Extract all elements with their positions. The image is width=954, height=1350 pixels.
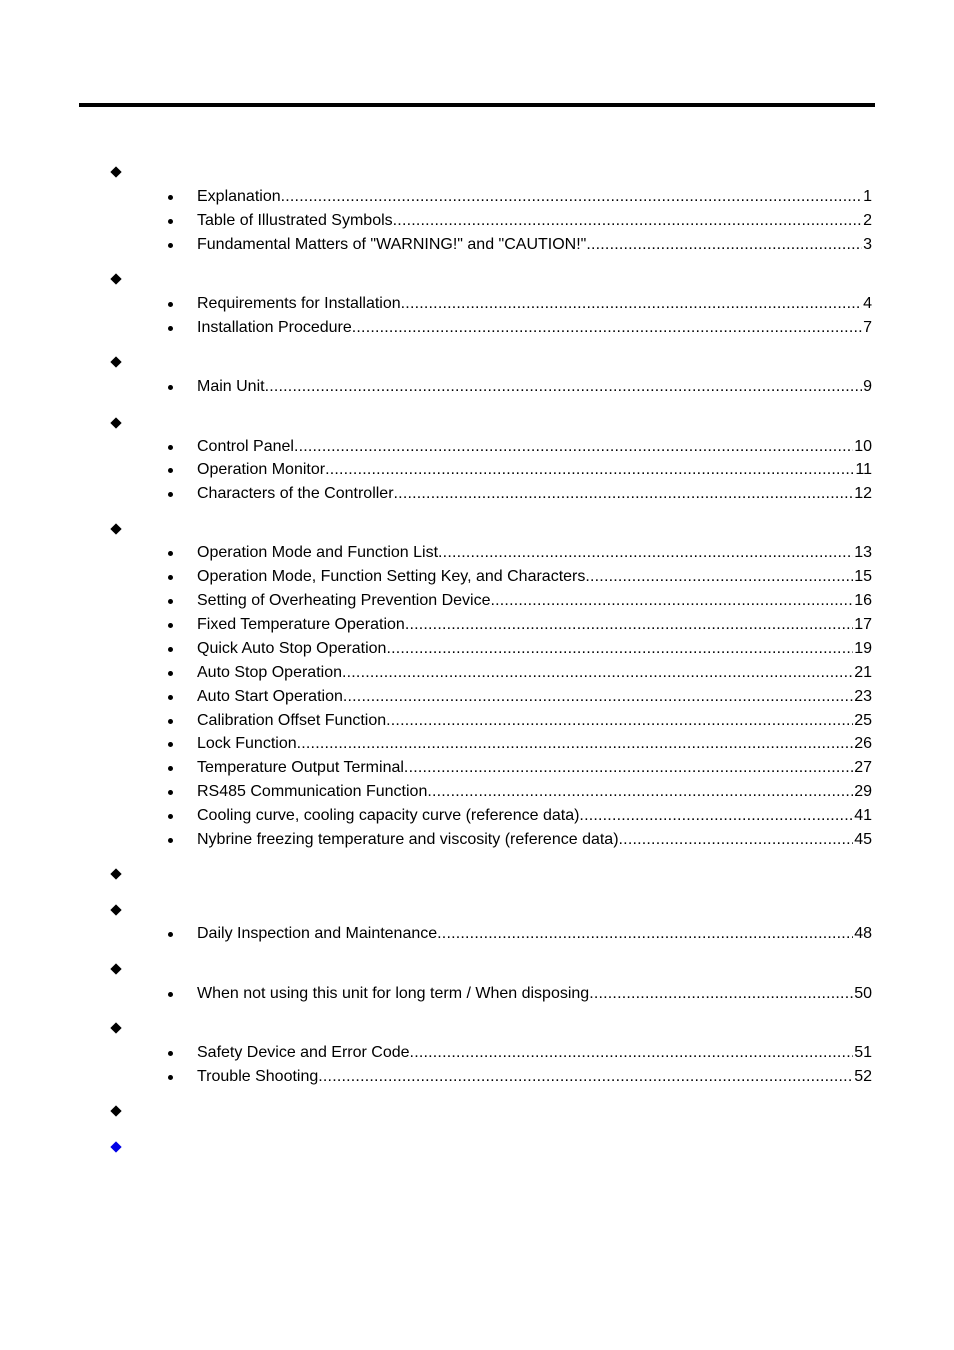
toc-entry[interactable]: [0, 734, 954, 754]
toc-entry-title: Explanation: [197, 188, 281, 205]
toc-entry-line: [197, 687, 872, 707]
toc-entry[interactable]: [0, 806, 954, 826]
toc-entry-title: Calibration Offset Function: [197, 712, 387, 729]
bullet-icon: [168, 385, 173, 390]
toc-entry-line: [197, 567, 872, 587]
toc-entry[interactable]: [0, 758, 954, 778]
toc-entry-page: 50: [854, 985, 872, 1002]
header-rule: [79, 103, 875, 107]
toc-entry-title: Trouble Shooting: [197, 1068, 319, 1085]
bullet-icon: [168, 219, 173, 224]
toc-entry-page: 15: [854, 568, 872, 585]
toc-entry-line: [197, 437, 872, 457]
bullet-icon: [168, 992, 173, 997]
dot-leader: [393, 211, 862, 231]
toc-entry-title: Lock Function: [197, 735, 297, 752]
toc-entry[interactable]: [0, 460, 954, 480]
dot-leader: [585, 567, 853, 587]
toc-entry[interactable]: [0, 984, 954, 1004]
toc-entry-title: Fixed Temperature Operation: [197, 616, 405, 633]
toc-entry-title: Operation Mode, Function Setting Key, and Characters: [197, 568, 586, 585]
toc-entry[interactable]: [0, 437, 954, 457]
dot-leader: [297, 734, 854, 754]
toc-entry[interactable]: [0, 318, 954, 338]
diamond-icon: [110, 868, 121, 879]
toc-entry-title: Safety Device and Error Code: [197, 1044, 410, 1061]
toc-entry-title: Setting of Overheating Prevention Device: [197, 592, 491, 609]
bullet-icon: [168, 766, 173, 771]
toc-entry-title: Installation Procedure: [197, 319, 352, 336]
toc-entry[interactable]: [0, 543, 954, 563]
diamond-icon: [110, 963, 121, 974]
dot-leader: [619, 830, 854, 850]
toc-entry[interactable]: [0, 294, 954, 314]
toc-entry[interactable]: [0, 782, 954, 802]
toc-entry[interactable]: [0, 377, 954, 397]
toc-entry[interactable]: [0, 484, 954, 504]
toc-entry-page: 41: [854, 807, 872, 824]
toc-entry-page: 3: [863, 236, 872, 253]
toc-entry[interactable]: [0, 924, 954, 944]
bullet-icon: [168, 599, 173, 604]
toc-entry-title: Quick Auto Stop Operation: [197, 640, 387, 657]
diamond-icon: [110, 356, 121, 367]
bullet-icon: [168, 623, 173, 628]
toc-entry-line: [197, 235, 872, 255]
toc-entry-page: 2: [863, 212, 872, 229]
toc-entry[interactable]: [0, 711, 954, 731]
bullet-icon: [168, 671, 173, 676]
toc-entry-line: [197, 782, 872, 802]
toc-entry-line: [197, 758, 872, 778]
toc-entry[interactable]: [0, 830, 954, 850]
toc-entry-line: [197, 924, 872, 944]
toc-entry-title: Auto Start Operation: [197, 688, 343, 705]
bullet-icon: [168, 468, 173, 473]
diamond-icon: [110, 1105, 121, 1116]
dot-leader: [318, 1067, 853, 1087]
toc-entry[interactable]: [0, 687, 954, 707]
toc-entry-title: Fundamental Matters of "WARNING!" and "CAUTION!": [197, 236, 587, 253]
bullet-icon: [168, 195, 173, 200]
diamond-icon: [110, 1022, 121, 1033]
toc-entry[interactable]: [0, 615, 954, 635]
toc-entry-line: [197, 806, 872, 826]
dot-leader: [404, 758, 853, 778]
toc-entry[interactable]: [0, 567, 954, 587]
dot-leader: [394, 484, 854, 504]
toc-entry-line: [197, 211, 872, 231]
toc-entry-page: 19: [854, 640, 872, 657]
dot-leader: [281, 187, 862, 207]
toc-entry-page: 23: [854, 688, 872, 705]
dot-leader: [386, 711, 853, 731]
toc-entry-line: [197, 639, 872, 659]
dot-leader: [325, 460, 854, 480]
toc-entry-title: Daily Inspection and Maintenance: [197, 925, 438, 942]
toc-entry-page: 45: [854, 831, 872, 848]
dot-leader: [579, 806, 853, 826]
toc-entry-line: [197, 711, 872, 731]
bullet-icon: [168, 445, 173, 450]
bullet-icon: [168, 575, 173, 580]
toc-entry-page: 16: [854, 592, 872, 609]
bullet-icon: [168, 243, 173, 248]
toc-entry-page: 25: [854, 712, 872, 729]
toc-entry[interactable]: [0, 211, 954, 231]
toc-entry-line: [197, 318, 872, 338]
dot-leader: [352, 318, 862, 338]
toc-entry-line: [197, 1067, 872, 1087]
toc-entry-page: 27: [854, 759, 872, 776]
toc-entry-page: 1: [863, 188, 872, 205]
toc-entry-page: 4: [863, 295, 872, 312]
toc-entry-line: [197, 734, 872, 754]
toc-entry-page: 51: [854, 1044, 872, 1061]
bullet-icon: [168, 742, 173, 747]
bullet-icon: [168, 695, 173, 700]
toc-entry-line: [197, 543, 872, 563]
toc-entry[interactable]: [0, 1067, 954, 1087]
toc-entry-page: 21: [854, 664, 872, 681]
toc-entry-page: 7: [863, 319, 872, 336]
toc-entry-page: 9: [863, 378, 872, 395]
toc-entry-title: Temperature Output Terminal: [197, 759, 404, 776]
diamond-icon: [110, 417, 121, 428]
toc-entry[interactable]: [0, 591, 954, 611]
toc-entry-title: When not using this unit for long term / When disposing: [197, 985, 590, 1002]
diamond-icon: [110, 273, 121, 284]
toc-entry-page: 52: [854, 1068, 872, 1085]
toc-entry-title: Main Unit: [197, 378, 265, 395]
dot-leader: [294, 437, 853, 457]
toc-entry-line: [197, 663, 872, 683]
bullet-icon: [168, 647, 173, 652]
dot-leader: [401, 294, 862, 314]
dot-leader: [427, 782, 853, 802]
toc-entry[interactable]: [0, 1043, 954, 1063]
toc-entry-page: 29: [854, 783, 872, 800]
toc-entry-page: 13: [854, 544, 872, 561]
bullet-icon: [168, 1051, 173, 1056]
toc-entry-line: [197, 294, 872, 314]
bullet-icon: [168, 1075, 173, 1080]
dot-leader: [386, 639, 853, 659]
toc-entry-page: 48: [854, 925, 872, 942]
dot-leader: [342, 663, 853, 683]
bullet-icon: [168, 551, 173, 556]
dot-leader: [265, 377, 863, 397]
bullet-icon: [168, 719, 173, 724]
dot-leader: [586, 235, 862, 255]
toc-entry-line: [197, 187, 872, 207]
bullet-icon: [168, 814, 173, 819]
toc-entry-line: [197, 591, 872, 611]
toc-entry-line: [197, 984, 872, 1004]
toc-entry[interactable]: [0, 663, 954, 683]
toc-entry-page: 26: [854, 735, 872, 752]
bullet-icon: [168, 932, 173, 937]
toc-entry-title: Requirements for Installation: [197, 295, 401, 312]
toc-entry-title: Characters of the Controller: [197, 485, 394, 502]
bullet-icon: [168, 790, 173, 795]
diamond-icon: [110, 166, 121, 177]
bullet-icon: [168, 492, 173, 497]
bullet-icon: [168, 302, 173, 307]
toc-entry[interactable]: [0, 187, 954, 207]
dot-leader: [491, 591, 854, 611]
toc-entry-title: Nybrine freezing temperature and viscosity (reference data): [197, 831, 619, 848]
bullet-icon: [168, 326, 173, 331]
diamond-icon: [110, 904, 121, 915]
bullet-icon: [168, 838, 173, 843]
toc-entry-line: [197, 615, 872, 635]
toc-entry-title: Control Panel: [197, 438, 294, 455]
toc-entry[interactable]: [0, 235, 954, 255]
diamond-icon: [110, 523, 121, 534]
toc-entry-page: 17: [854, 616, 872, 633]
toc-entry-page: 12: [854, 485, 872, 502]
toc-entry-line: [197, 484, 872, 504]
toc-entry-line: [197, 460, 872, 480]
toc-entry-page: 10: [854, 438, 872, 455]
dot-leader: [410, 1043, 854, 1063]
toc-entry-line: [197, 830, 872, 850]
toc-entry[interactable]: [0, 639, 954, 659]
toc-entry-line: [197, 377, 872, 397]
toc-entry-line: [197, 1043, 872, 1063]
dot-leader: [405, 615, 853, 635]
toc-entry-title: RS485 Communication Function: [197, 783, 428, 800]
dot-leader: [343, 687, 853, 707]
toc-entry-title: Operation Monitor: [197, 461, 326, 478]
toc-entry-title: Operation Mode and Function List: [197, 544, 439, 561]
dot-leader: [437, 924, 853, 944]
toc-entry-title: Cooling curve, cooling capacity curve (reference data): [197, 807, 580, 824]
dot-leader: [438, 543, 853, 563]
diamond-icon: [110, 1141, 121, 1152]
toc-entry-title: Auto Stop Operation: [197, 664, 342, 681]
dot-leader: [589, 984, 853, 1004]
toc-entry-title: Table of Illustrated Symbols: [197, 212, 393, 229]
toc-entry-page: 11: [855, 461, 872, 478]
